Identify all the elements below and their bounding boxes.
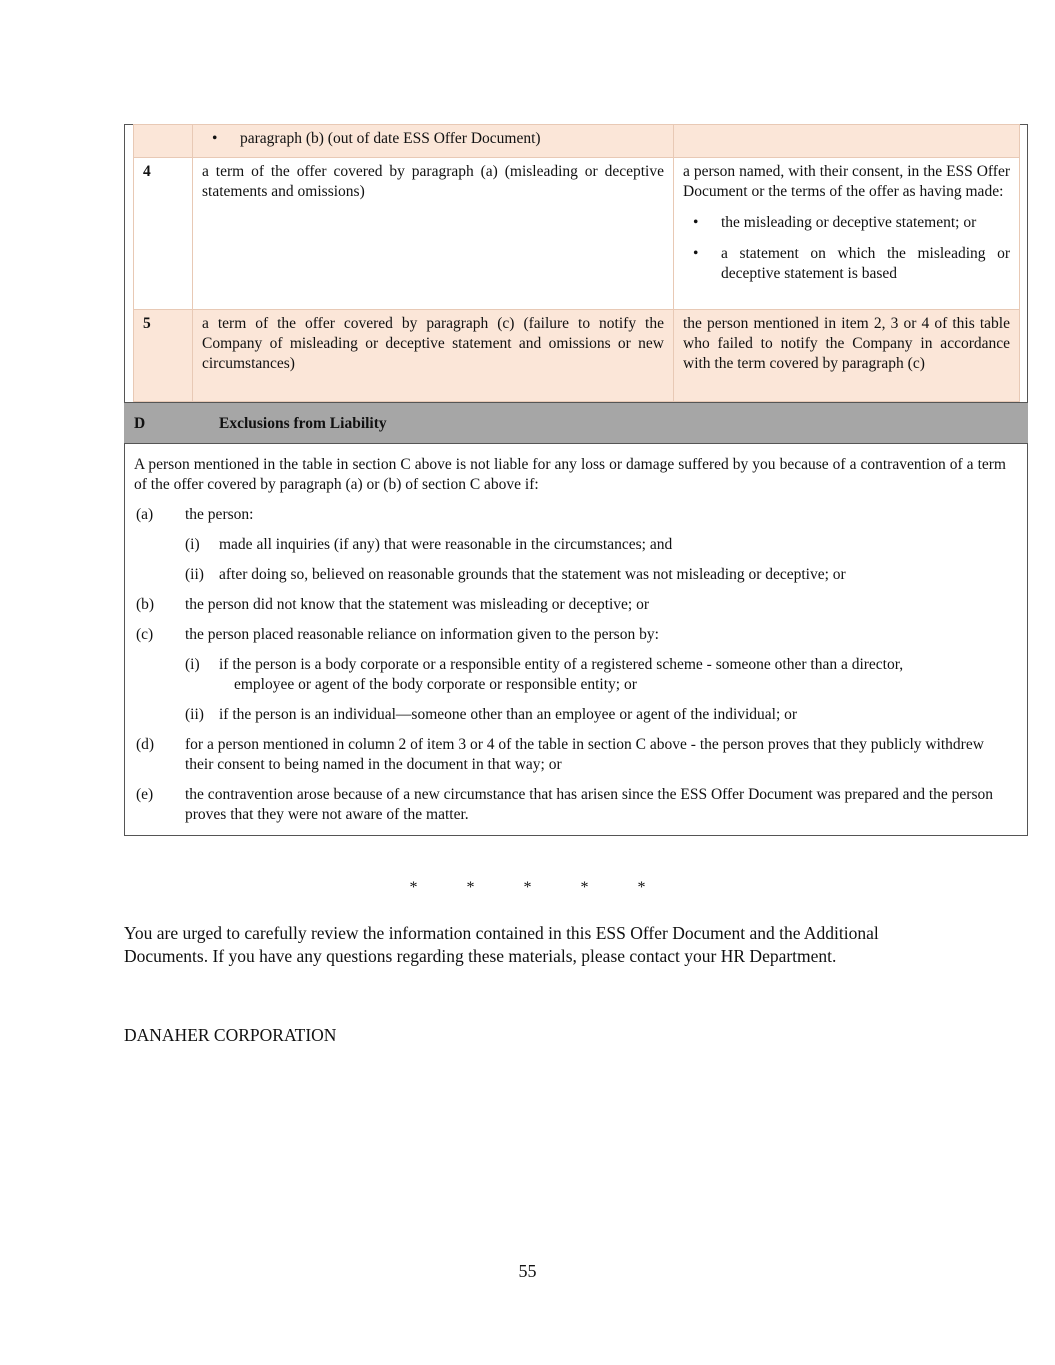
sub-item bbox=[185, 705, 1006, 725]
table-cell-num bbox=[134, 125, 193, 158]
item-text: if the person is an individual—someone other than an employee or agent of the individual; or bbox=[219, 706, 798, 723]
table-cell-term bbox=[193, 125, 674, 158]
item-text-line: if the person is a body corporate or a responsible entity of a registered scheme - someone other than a director, bbox=[219, 656, 904, 673]
item-text-line: employee or agent of the body corporate or responsible entity; or bbox=[234, 676, 637, 693]
liability-table bbox=[133, 124, 1020, 402]
table-cell-person: the person mentioned in item 2, 3 or 4 of this table who failed to notify the Company in accordance with the term covered by paragraph (c) bbox=[674, 310, 1020, 402]
person-intro: a person named, with their consent, in the ESS Offer Document or the terms of the offer as having made: bbox=[683, 163, 1010, 200]
item-text: the person: bbox=[185, 506, 254, 523]
item-text bbox=[219, 655, 1006, 695]
sub-item bbox=[185, 565, 1006, 585]
sub-item bbox=[185, 535, 1006, 555]
company-name: DANAHER CORPORATION bbox=[124, 1025, 337, 1045]
item-text: the person did not know that the statement was misleading or deceptive; or bbox=[185, 596, 650, 613]
item-number: 5 bbox=[134, 310, 193, 402]
section-d-body bbox=[134, 455, 1006, 825]
section-d-header bbox=[124, 402, 1028, 444]
table-row bbox=[134, 125, 1020, 158]
section-intro: A person mentioned in the table in section C above is not liable for any loss or damage suffered by you because of a contravention of a term of the offer covered by paragraph (a) or (b) of section C above if: bbox=[134, 456, 1006, 493]
table-cell-term: a term of the offer covered by paragraph (a) (misleading or deceptive statements and omissions) bbox=[193, 158, 674, 310]
table-row bbox=[134, 310, 1020, 402]
item-label: (i) bbox=[185, 536, 200, 553]
item-label: (e) bbox=[136, 786, 154, 803]
list-item bbox=[134, 595, 1006, 615]
item-label: (a) bbox=[136, 506, 154, 523]
item-label: (ii) bbox=[185, 706, 204, 723]
table-row bbox=[134, 158, 1020, 310]
table-cell-term: a term of the offer covered by paragraph (c) (failure to notify the Company of misleading or deceptive statement and omissions or new circumstances) bbox=[193, 310, 674, 402]
item-label: (ii) bbox=[185, 566, 204, 583]
section-title: Exclusions from Liability bbox=[219, 415, 387, 432]
item-number: 4 bbox=[134, 158, 193, 310]
bullet-item: • a statement on which the misleading or deceptive statement is based bbox=[683, 244, 1010, 284]
separator-star: * bbox=[409, 879, 418, 896]
list-item bbox=[134, 735, 1006, 775]
item-label: (b) bbox=[136, 596, 155, 613]
sub-item bbox=[185, 655, 1006, 695]
item-label: (c) bbox=[136, 626, 154, 643]
separator-star: * bbox=[637, 879, 646, 896]
item-text: the contravention arose because of a new circumstance that has arisen since the ESS Offer Document was prepared and the person proves that they were not aware of the matter. bbox=[185, 786, 993, 823]
item-label: (i) bbox=[185, 656, 200, 673]
table-cell-person bbox=[674, 125, 1020, 158]
separator-star: * bbox=[466, 879, 475, 896]
separator bbox=[0, 879, 1055, 897]
bullet-item: • paragraph (b) (out of date ESS Offer Document) bbox=[202, 129, 664, 149]
page-number: 55 bbox=[518, 1261, 537, 1281]
item-text: after doing so, believed on reasonable grounds that the statement was not misleading or deceptive; or bbox=[219, 566, 846, 583]
section-letter: D bbox=[134, 415, 146, 432]
separator-star: * bbox=[523, 879, 532, 896]
bullet-item: • the misleading or deceptive statement; or bbox=[683, 213, 1010, 233]
separator-star: * bbox=[580, 879, 589, 896]
list-item bbox=[134, 785, 1006, 825]
item-text: for a person mentioned in column 2 of item 3 or 4 of the table in section C above - the person proves that they publicly withdrew their consent to being named in the document in that way; or bbox=[185, 736, 984, 773]
list-item bbox=[134, 625, 1006, 645]
table-cell-person bbox=[674, 158, 1020, 310]
item-label: (d) bbox=[136, 736, 155, 753]
item-text: the person placed reasonable reliance on information given to the person by: bbox=[185, 626, 659, 643]
closing-paragraph: You are urged to carefully review the information contained in this ESS Offer Document and the Additional Documents. If you have any questions regarding these materials, please contact your HR Department. bbox=[124, 923, 879, 966]
list-item bbox=[134, 505, 1006, 525]
item-text: made all inquiries (if any) that were reasonable in the circumstances; and bbox=[219, 536, 673, 553]
